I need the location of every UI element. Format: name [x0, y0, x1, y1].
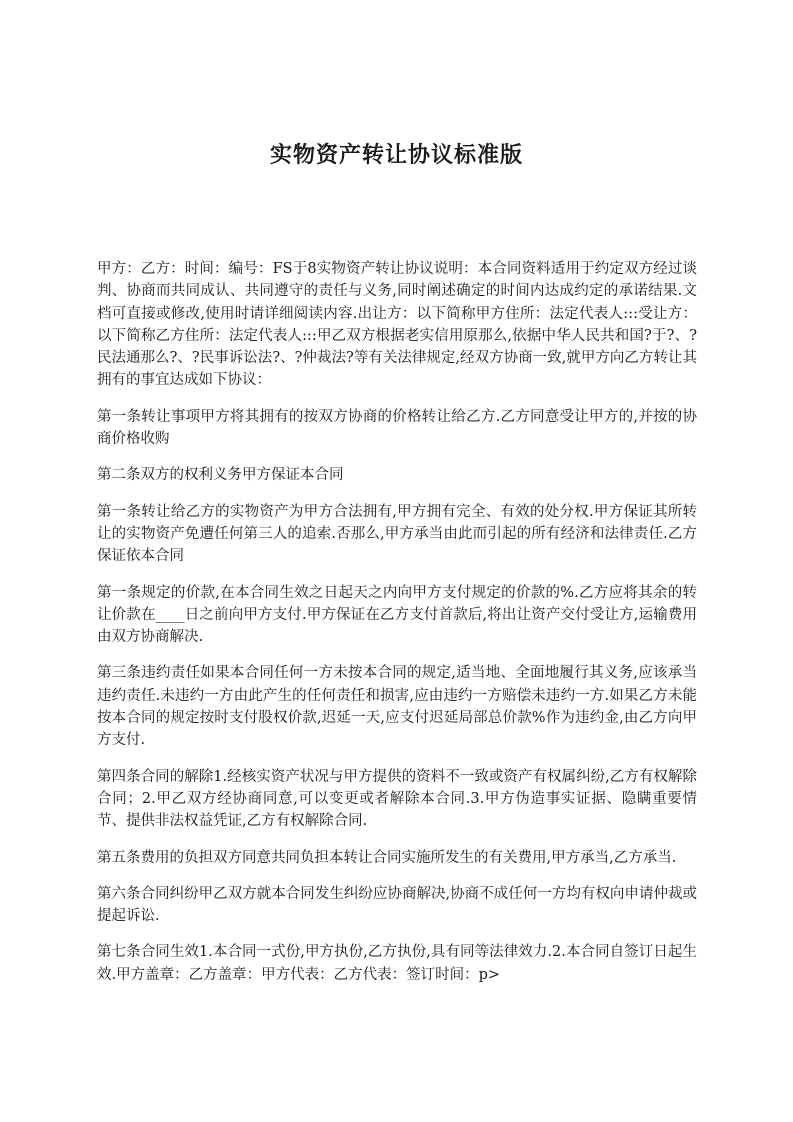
- paragraph-article-2-seller-warranty: 第一条转让给乙方的实物资产为甲方合法拥有,甲方拥有完全、有效的处分权.甲方保证其所转让的实物资产免遭任何第三人的追索.否那么,甲方承当由此而引起的所有经济和法律责任.乙方保证依本合同: [97, 503, 697, 565]
- paragraph-article-5: 第五条费用的负担双方同意共同负担本转让合同实施所发生的有关费用,甲方承当,乙方承当.: [97, 849, 677, 866]
- paragraph-preamble: 甲方：乙方：时间：编号：FS于8实物资产转让协议说明：本合同资料适用于约定双方经过谈判、协商而共同成认、共同遵守的责任与义务,同时阐述确定的时间内达成约定的承诺结果.文档可直接或修改,使用时请详细阅读内容.出让方：以下简称甲方住所：法定代表人:::受让方：以下简称乙方住所：法定代表人:::甲乙双方根据老实信用原那么,依据中华人民共和国?于?、?民法通那么?、?民事诉讼法?、?仲裁法?等有关法律规定,经双方协商一致,就甲方向乙方转让其拥有的事宜达成如下协议：: [97, 261, 697, 389]
- paragraph-article-2: 第二条双方的权利义务甲方保证本合同: [97, 467, 344, 484]
- paragraph-article-3: 第三条违约责任如果本合同任何一方未按本合同的规定,适当地、全面地履行其义务,应该承当违约责任.未违约一方由此产生的任何责任和损害,应由违约一方赔偿未违约一方.如果乙方未能按本合同的规定按时支付股权价款,迟延一天,应支付迟延局部总价款%作为违约金,由乙方向甲方支付.: [97, 665, 697, 749]
- paragraph-article-7: 第七条合同生效1.本合同一式份,甲方执份,乙方执份,具有同等法律效力.2.本合同自签订日起生效.甲方盖章：乙方盖章：甲方代表：乙方代表：签订时间：p>: [97, 944, 697, 983]
- document-title: 实物资产转让协议标准版: [269, 142, 523, 168]
- paragraph-article-6: 第六条合同纠纷甲乙双方就本合同发生纠纷应协商解决,协商不成任何一方均有权向申请仲裁或提起诉讼.: [97, 885, 697, 925]
- paragraph-article-4: 第四条合同的解除1.经核实资产状况与甲方提供的资料不一致或资产有权属纠纷,乙方有权解除合同；2.甲乙双方经协商同意,可以变更或者解除本合同.3.甲方伪造事实证据、隐瞒重要情节、提供非法权益凭证,乙方有权解除合同.: [97, 768, 697, 830]
- paragraph-payment-terms: 第一条规定的价款,在本合同生效之日起天之内向甲方支付规定的价款的%.乙方应将其余的转让价款在____日之前向甲方支付.甲方保证在乙方支付首款后,将出让资产交付受让方,运输费用由双方协商解决.: [97, 584, 697, 646]
- paragraph-article-1: 第一条转让事项甲方将其拥有的按双方协商的价格转让给乙方.乙方同意受让甲方的,并按的协商价格收购: [97, 408, 697, 448]
- document-body: [97, 258, 697, 1000]
